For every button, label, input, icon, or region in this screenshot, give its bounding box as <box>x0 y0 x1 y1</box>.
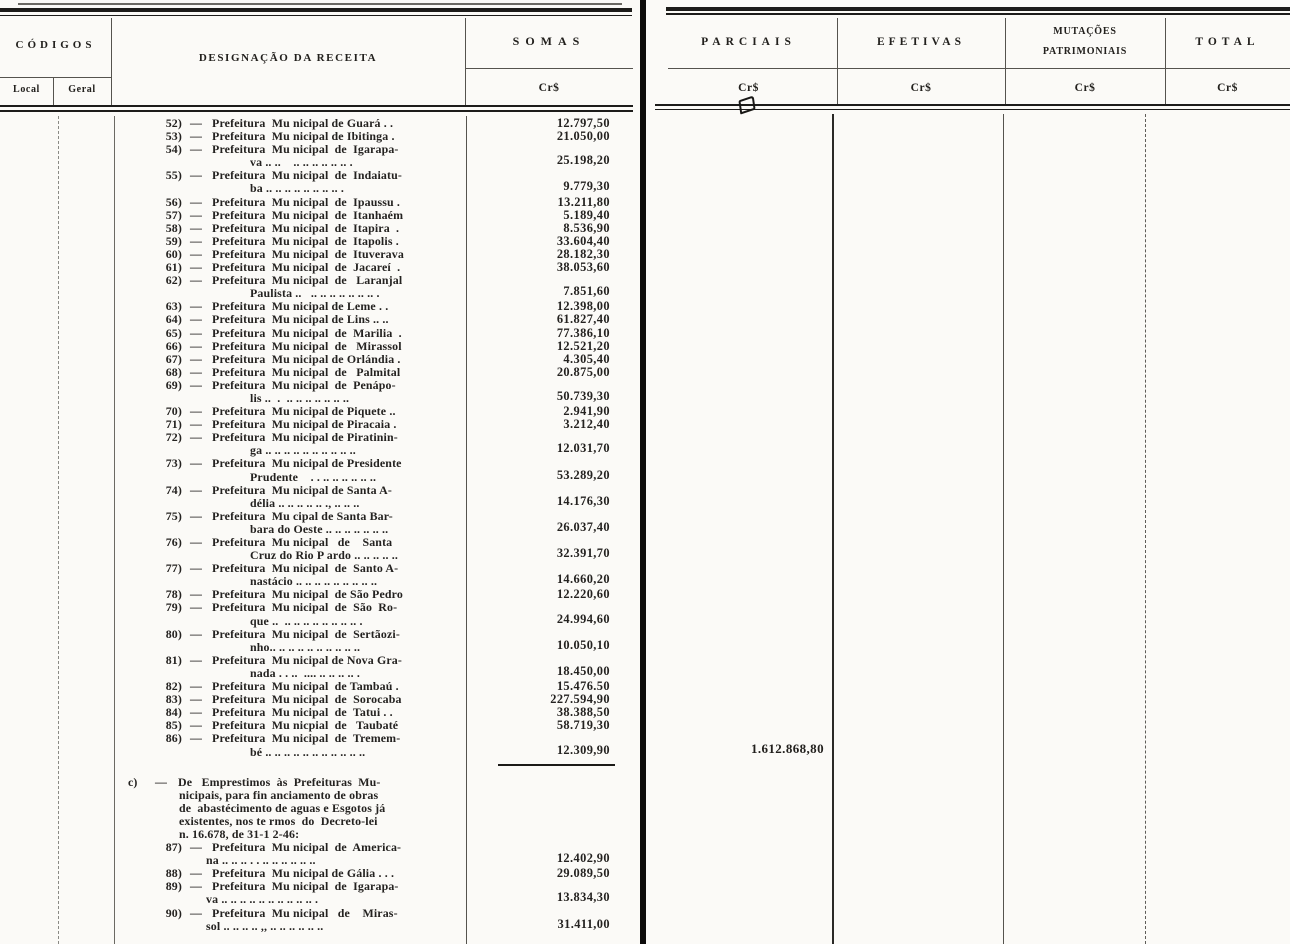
row-number: 88) <box>165 866 182 881</box>
row-continuation: que .. .. .. .. .. .. .. .. .. . <box>250 613 363 628</box>
row-number: 75) <box>165 508 182 523</box>
row-continuation: Prudente . . .. .. .. .. .. .. <box>250 469 377 484</box>
row-designation: Prefeitura Mu nicipal de Sorocaba <box>212 692 402 707</box>
page-divider-bar <box>640 0 646 944</box>
row-dash: — <box>190 731 203 746</box>
ledger-row <box>128 366 635 379</box>
column-header-parciais: PARCIAIS <box>701 36 796 48</box>
column-header-efetivas: EFETIVAS <box>876 36 966 48</box>
ledger-row <box>128 274 635 300</box>
row-designation: Prefeitura Mu nicipal de Jacareí . <box>212 260 401 275</box>
section-text-line: De Emprestimos às Prefeituras Mu- <box>178 774 381 789</box>
section-text-line: nicipais, para fin anciamento de obras <box>179 787 379 802</box>
row-number: 77) <box>165 561 182 576</box>
ledger-row <box>128 880 635 906</box>
currency-label-efetivas: Cr$ <box>910 82 932 94</box>
row-continuation: na .. .. .. . . .. .. .. .. .. .. <box>206 853 316 868</box>
row-somas-value: 12.398,00 <box>556 299 610 314</box>
row-dash: — <box>190 116 203 130</box>
row-dash: — <box>190 652 203 667</box>
row-somas-value: 32.391,70 <box>556 546 610 561</box>
column-header-codigos: CÓDIGOS <box>15 39 96 51</box>
row-number: 69) <box>165 377 182 392</box>
row-dash: — <box>190 233 203 248</box>
row-number: 52) <box>165 116 182 130</box>
codigos-underline <box>0 77 111 78</box>
row-number: 67) <box>165 351 182 366</box>
row-number: 90) <box>165 905 182 920</box>
row-designation: Prefeitura Mu nicipal de Gália . . . <box>212 866 395 881</box>
row-dash: — <box>190 377 203 392</box>
column-header-geral: Geral <box>68 84 96 95</box>
row-designation: Prefeitura Mu nicipal de Igarapa- <box>212 879 399 894</box>
row-dash: — <box>190 587 203 602</box>
row-number: 59) <box>165 233 182 248</box>
header-bottom-rule2-left <box>0 110 633 112</box>
row-somas-value: 4.305,40 <box>563 351 610 366</box>
row-somas-value: 77.386,10 <box>556 325 610 340</box>
ledger-row <box>128 457 635 483</box>
row-designation: Prefeitura Mu nicpial de Taubaté <box>212 718 399 733</box>
row-designation: Prefeitura Mu nicipal de Itanhaém <box>212 207 404 222</box>
row-number: 74) <box>165 482 182 497</box>
row-somas-value: 12.402,90 <box>556 851 610 866</box>
row-number: 63) <box>165 299 182 314</box>
row-dash: — <box>190 866 203 881</box>
row-dash: — <box>190 129 203 144</box>
row-designation: Prefeitura Mu nicipal de Sertãozi- <box>212 626 400 641</box>
row-somas-value: 12.521,20 <box>556 338 610 353</box>
row-designation: Prefeitura Mu nicipal de São Ro- <box>212 600 398 615</box>
row-number: 64) <box>165 312 182 327</box>
row-dash: — <box>190 626 203 641</box>
row-somas-value: 58.719,30 <box>556 718 610 733</box>
row-number: 86) <box>165 731 182 746</box>
row-number: 79) <box>165 600 182 615</box>
handwritten-mark-icon <box>738 95 755 114</box>
column-header-mutacoes-line2: PATRIMONIAIS <box>1042 46 1128 57</box>
ledger-row <box>128 907 635 933</box>
row-dash: — <box>190 679 203 694</box>
ledger-row <box>128 196 635 209</box>
row-number: 66) <box>165 338 182 353</box>
row-designation: Prefeitura Mu cipal de Santa Bar- <box>212 508 393 523</box>
row-somas-value: 10.050,10 <box>556 637 610 652</box>
ledger-row <box>128 654 635 680</box>
row-dash: — <box>190 905 203 920</box>
row-somas-value: 12.220,60 <box>556 587 610 602</box>
column-header-total: TOTAL <box>1195 36 1260 48</box>
row-designation: Prefeitura Mu nicipal de Piracaia . <box>212 417 397 432</box>
row-designation: Prefeitura Mu nicipal de Presidente <box>212 456 402 471</box>
row-somas-value: 3.212,40 <box>563 417 610 432</box>
row-number: 55) <box>165 168 182 183</box>
row-continuation: Cruz do Rio P ardo .. .. .. .. .. <box>250 548 398 563</box>
row-designation: Prefeitura Mu nicipal de Igarapa- <box>212 142 399 157</box>
body-line-efetivas-mutacoes <box>1003 114 1004 944</box>
row-number: 58) <box>165 220 182 235</box>
header-bottom-rule1-left <box>0 105 633 107</box>
row-somas-value: 25.198,20 <box>556 153 610 168</box>
row-somas-value: 227.594,90 <box>550 692 610 707</box>
row-somas-value: 38.388,50 <box>556 705 610 720</box>
column-header-mutacoes-line1: MUTAÇÕES <box>1053 26 1117 37</box>
row-number: 73) <box>165 456 182 471</box>
row-designation: Prefeitura Mu nicipal de Piquete .. <box>212 404 396 419</box>
row-number: 85) <box>165 718 182 733</box>
receita-ledger-body <box>128 117 635 933</box>
ledger-row <box>128 353 635 366</box>
row-somas-value: 13.834,30 <box>556 890 610 905</box>
row-somas-value: 24.994,60 <box>556 611 610 626</box>
row-designation: Prefeitura Mu nicipal de Indaiatu- <box>212 168 403 183</box>
row-number: 71) <box>165 417 182 432</box>
top-thick-rule-left <box>0 8 632 12</box>
row-dash: — <box>190 364 203 379</box>
row-number: 72) <box>165 430 182 445</box>
row-dash: — <box>190 417 203 432</box>
row-dash: — <box>190 168 203 183</box>
somas-underline <box>465 68 633 69</box>
row-somas-value: 12.309,90 <box>556 742 610 757</box>
row-designation: Prefeitura Mu nicipal de Nova Gra- <box>212 652 403 667</box>
row-number: 87) <box>165 840 182 855</box>
row-continuation: sol .. .. .. .. ,, .. .. .. .. .. .. <box>206 918 324 933</box>
ledger-row <box>128 628 635 654</box>
row-dash: — <box>190 456 203 471</box>
row-dash: — <box>190 705 203 720</box>
row-continuation: Paulista .. .. .. .. .. .. .. .. . <box>250 286 380 301</box>
row-dash: — <box>190 600 203 615</box>
ledger-row <box>128 209 635 222</box>
ledger-row <box>128 340 635 353</box>
ledger-row <box>128 841 635 867</box>
row-dash: — <box>190 879 203 894</box>
row-designation: Prefeitura Mu nicipal de Laranjal <box>212 273 403 288</box>
currency-label-total: Cr$ <box>1217 82 1238 94</box>
row-continuation: nho.. .. .. .. .. .. .. .. .. .. <box>250 639 361 654</box>
parciais-subtotal-value: 1.612.868,80 <box>750 741 824 756</box>
row-continuation: bara do Oeste .. .. .. .. .. .. .. <box>250 521 389 536</box>
row-somas-value: 33.604,40 <box>556 233 610 248</box>
row-continuation: va .. .. .. .. .. .. .. .. . <box>250 155 353 170</box>
row-number: 76) <box>165 535 182 549</box>
body-line-mutacoes-total <box>1145 114 1146 944</box>
row-designation: Prefeitura Mu nicipal de Tambaú . <box>212 679 399 694</box>
row-number: 62) <box>165 273 182 288</box>
ledger-row <box>128 510 635 536</box>
row-continuation: ba .. .. .. .. .. .. .. .. . <box>250 181 345 196</box>
row-dash: — <box>190 220 203 235</box>
ledger-row <box>128 536 635 562</box>
row-number: 82) <box>165 679 182 694</box>
row-dash: — <box>190 338 203 353</box>
row-dash: — <box>190 561 203 576</box>
currency-label-mutacoes: Cr$ <box>1074 82 1096 94</box>
top-thick-rule-right <box>666 7 1290 11</box>
row-somas-value: 38.053,60 <box>556 260 610 275</box>
top-sub-rule-right <box>666 13 1290 15</box>
row-number: 89) <box>165 879 182 894</box>
row-somas-value: 50.739,30 <box>556 388 610 403</box>
row-somas-value: 61.827,40 <box>556 312 610 327</box>
row-somas-value: 29.089,50 <box>556 866 610 881</box>
row-dash: — <box>190 351 203 366</box>
row-number: 78) <box>165 587 182 602</box>
row-somas-value: 14.660,20 <box>556 572 610 587</box>
row-designation: Prefeitura Mu nicipal de São Pedro <box>212 587 403 602</box>
row-somas-value: 2.941,90 <box>563 404 610 419</box>
body-line-geral <box>114 116 115 944</box>
right-header-underline <box>668 68 1290 69</box>
row-designation: Prefeitura Mu nicipal de Ituverava <box>212 246 404 261</box>
row-somas-value: 7.851,60 <box>563 284 610 299</box>
row-designation: Prefeitura Mu nicipal de Leme . . <box>212 299 389 314</box>
row-dash: — <box>190 273 203 288</box>
somas-subtotal-rule <box>498 764 615 766</box>
row-number: 70) <box>165 404 182 419</box>
column-header-somas: SOMAS <box>512 34 586 48</box>
row-number: 83) <box>165 692 182 707</box>
row-designation: Prefeitura Mu nicipal de Penápo- <box>212 377 396 392</box>
row-dash: — <box>190 325 203 340</box>
row-dash: — <box>190 312 203 327</box>
column-header-local: Local <box>13 84 40 95</box>
ledger-row <box>128 169 635 195</box>
row-continuation: délia .. .. .. .. .. ., .. .. .. <box>250 495 360 510</box>
row-designation: Prefeitura Mu nicipal de Mirassol <box>212 338 402 353</box>
row-dash: — <box>190 404 203 419</box>
row-dash: — <box>190 718 203 733</box>
row-continuation: nada . . .. .... .. .. .. .. . <box>250 665 361 680</box>
row-dash: — <box>190 430 203 445</box>
top-sub-rule-left <box>0 15 632 17</box>
row-dash: — <box>190 482 203 497</box>
row-continuation: va .. .. .. .. .. .. .. .. .. .. . <box>206 892 319 907</box>
top-thin-rule-left <box>18 3 622 5</box>
row-dash: — <box>190 260 203 275</box>
row-number: 61) <box>165 260 182 275</box>
ledger-row <box>128 143 635 169</box>
row-dash: — <box>190 207 203 222</box>
ledger-row <box>128 379 635 405</box>
ledger-row <box>128 222 635 235</box>
ledger-row <box>128 562 635 588</box>
section-c-paragraph <box>128 776 635 841</box>
row-continuation: lis .. . .. .. .. .. .. .. .. <box>250 390 350 405</box>
row-designation: Prefeitura Mu nicipal de Miras- <box>212 905 398 920</box>
body-line-local <box>58 116 59 944</box>
row-dash: — <box>190 840 203 855</box>
row-number: 80) <box>165 626 182 641</box>
section-dash: — <box>155 774 168 789</box>
row-dash: — <box>190 692 203 707</box>
row-designation: Prefeitura Mu nicipal de Orlándia . <box>212 351 401 366</box>
section-text-line: existentes, nos te rmos do Decreto-lei <box>179 813 378 828</box>
row-somas-value: 15.476.50 <box>556 679 610 694</box>
row-somas-value: 53.289,20 <box>556 467 610 482</box>
ledger-row <box>128 601 635 627</box>
ledger-row <box>128 313 635 326</box>
ledger-row <box>128 484 635 510</box>
row-somas-value: 21.050,00 <box>556 129 610 144</box>
row-designation: Prefeitura Mu nicipal de Lins .. .. <box>212 312 389 327</box>
row-number: 56) <box>165 194 182 209</box>
row-somas-value: 18.450,00 <box>556 663 610 678</box>
row-dash: — <box>190 508 203 523</box>
currency-label-parciais: Cr$ <box>738 82 759 94</box>
row-continuation: bé .. .. .. .. .. .. .. .. .. .. .. <box>250 744 366 759</box>
section-text-line: de abastécimento de aguas e Esgotos já <box>179 800 386 815</box>
column-header-designacao: DESIGNAÇÃO DA RECEITA <box>198 52 378 64</box>
row-number: 60) <box>165 246 182 261</box>
row-somas-value: 31.411,00 <box>557 916 610 931</box>
row-somas-value: 26.037,40 <box>556 519 610 534</box>
row-designation: Prefeitura Mu nicipal de Marilia . <box>212 325 402 340</box>
row-somas-value: 13.211,80 <box>557 194 610 209</box>
row-designation: Prefeitura Mu nicipal de Ipaussu . <box>212 194 401 209</box>
row-designation: Prefeitura Mu nicipal de Ibitinga . <box>212 129 395 144</box>
row-somas-value: 8.536,90 <box>563 220 610 235</box>
row-number: 68) <box>165 364 182 379</box>
row-designation: Prefeitura Mu nicipal de Itapolis . <box>212 233 399 248</box>
row-dash: — <box>190 246 203 261</box>
currency-label-somas: Cr$ <box>538 82 560 94</box>
row-continuation: nastácio .. .. .. .. .. .. .. .. .. <box>250 574 378 589</box>
row-somas-value: 5.189,40 <box>563 207 610 222</box>
ledger-row <box>128 431 635 457</box>
section-label: c) <box>128 774 138 789</box>
row-designation: Prefeitura Mu nicipal de Tremem- <box>212 731 401 746</box>
row-somas-value: 12.797,50 <box>556 116 610 130</box>
row-designation: Prefeitura Mu nicipal de Palmital <box>212 364 401 379</box>
row-designation: Prefeitura Mu nicipal de Santa A- <box>212 482 392 497</box>
row-dash: — <box>190 142 203 157</box>
body-line-parciais-efetivas <box>832 114 834 944</box>
section-text-line: n. 16.678, de 31-1 2-46: <box>179 826 300 841</box>
row-designation: Prefeitura Mu nicipal de Tatui . . <box>212 705 393 720</box>
row-dash: — <box>190 194 203 209</box>
row-dash: — <box>190 299 203 314</box>
row-number: 54) <box>165 142 182 157</box>
row-continuation: ga .. .. .. .. .. .. .. .. .. .. <box>250 443 356 458</box>
row-designation: Prefeitura Mu nicipal de Santo A- <box>212 561 399 576</box>
row-number: 65) <box>165 325 182 340</box>
row-designation: Prefeitura Mu nicipal de Guará . . <box>212 116 394 130</box>
row-somas-value: 9.779,30 <box>563 179 610 194</box>
row-designation: Prefeitura Mu nicipal de Itapira . <box>212 220 400 235</box>
row-number: 84) <box>165 705 182 720</box>
ledger-row <box>128 235 635 248</box>
row-designation: Prefeitura Mu nicipal de America- <box>212 840 402 855</box>
row-number: 53) <box>165 129 182 144</box>
row-somas-value: 28.182,30 <box>556 246 610 261</box>
ledger-row <box>128 327 635 340</box>
row-somas-value: 14.176,30 <box>556 493 610 508</box>
row-number: 57) <box>165 207 182 222</box>
row-somas-value: 12.031,70 <box>556 441 610 456</box>
row-number: 81) <box>165 652 182 667</box>
row-designation: Prefeitura Mu nicipal de Santa <box>212 535 393 549</box>
row-somas-value: 20.875,00 <box>556 364 610 379</box>
row-designation: Prefeitura Mu nicipal de Piratinin- <box>212 430 398 445</box>
ledger-row <box>128 732 635 758</box>
row-dash: — <box>190 535 203 549</box>
